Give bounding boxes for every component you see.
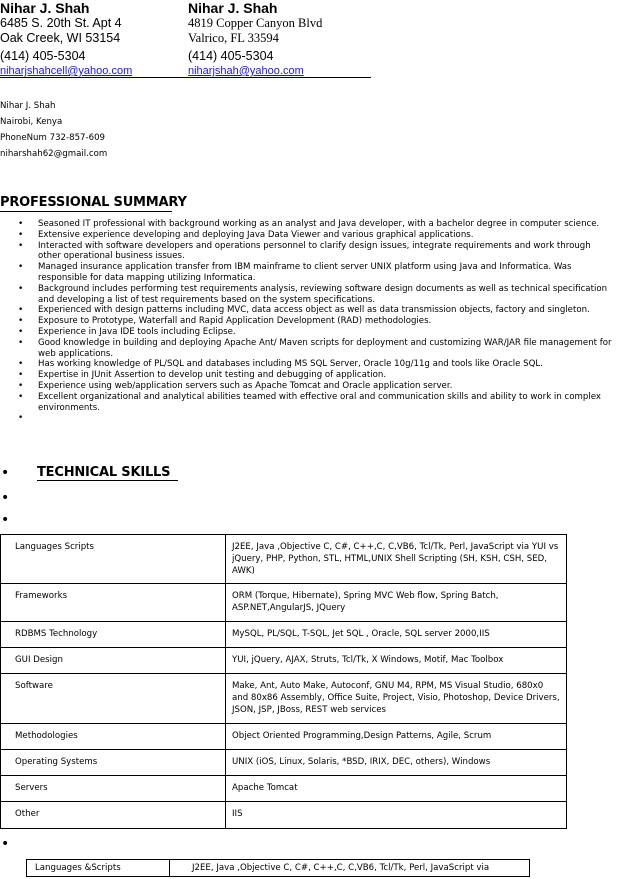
technical-heading-underline	[37, 480, 178, 481]
header-right	[188, 1, 388, 79]
contact-email: niharshah62@gmail.com	[0, 149, 108, 159]
summary-item: • Excellent organizational and analytical abilities teamed with effective oral and communication skills and ability to work in complex environments.	[18, 392, 616, 414]
table-row	[1, 648, 567, 674]
summary-item: • Extensive experience developing and deploying Java Data Viewer and various graphical applications.	[18, 230, 616, 241]
summary-item: • Experience using web/application servers such as Apache Tomcat and Oracle application server.	[18, 381, 616, 392]
skills-table-2	[26, 859, 530, 877]
header-rule	[0, 77, 371, 78]
summary-item: • Has working knowledge of PL/SQL and databases including MS SQL Server, Oracle 10g/11g and tools like Oracle SQL.	[18, 359, 616, 370]
table-row	[1, 674, 567, 724]
skill-category: Methodologies	[1, 724, 226, 750]
table-row	[1, 776, 567, 802]
skill-value: J2EE, Java ,Objective C, C#, C++,C, C,VB6, Tcl/Tk, Perl, JavaScript via	[170, 860, 530, 877]
skill-category: Software	[1, 674, 226, 724]
skill-category: Languages Scripts	[1, 535, 226, 584]
skill-category: Languages &Scripts	[27, 860, 170, 877]
bullet: •	[1, 836, 10, 852]
summary-item: • Experienced with design patterns including MVC, data access object as well as data transmission objects, factory and singleton.	[18, 305, 616, 316]
table-row	[1, 750, 567, 776]
skill-category: Other	[1, 802, 226, 829]
header-right-email[interactable]: niharjshah@yahoo.com	[188, 65, 304, 77]
table-row	[1, 724, 567, 750]
summary-item: • Background includes performing test requirements analysis, reviewing software design documents as well as technical specification and developing a list of test requirements based on the system specifications.	[18, 284, 616, 306]
summary-item: • Expertise in JUnit Assertion to develop unit testing and debugging of application.	[18, 370, 616, 381]
summary-heading-underline	[0, 211, 172, 212]
contact-block	[0, 98, 300, 162]
contact-location: Nairobi, Kenya	[0, 117, 63, 127]
summary-item: • Managed insurance application transfer from IBM mainframe to client server UNIX platform using Java and Informatica. Was responsible for data mapping utilizing Informatica.	[18, 262, 616, 284]
table-row	[27, 860, 530, 877]
summary-item	[18, 413, 616, 424]
skill-value: IIS	[226, 802, 567, 829]
skill-value: YUI, jQuery, AJAX, Struts, Tcl/Tk, X Windows, Motif, Mac Toolbox	[226, 648, 567, 674]
summary-heading: PROFESSIONAL SUMMARY	[0, 195, 187, 210]
bullet: •	[1, 512, 10, 528]
table-row	[1, 802, 567, 829]
skill-value: MySQL, PL/SQL, T-SQL, Jet SQL , Oracle, SQL server 2000,IIS	[226, 622, 567, 648]
skill-value: J2EE, Java ,Objective C, C#, C++,C, C,VB6, Tcl/Tk, Perl, JavaScript via YUI vs jQuery, PHP, Python, STL, HTML,UNIX Shell Scripting (SH, KSH, CSH, SED, AWK)	[226, 535, 567, 584]
summary-item: • Interacted with software developers and operations personnel to clarify design issues, integrate requirements and work through other operational business issues.	[18, 241, 616, 263]
skill-value: Object Oriented Programming,Design Patterns, Agile, Scrum	[226, 724, 567, 750]
summary-item: • Experience in Java IDE tools including Eclipse.	[18, 327, 616, 338]
skill-category: RDBMS Technology	[1, 622, 226, 648]
bullet: •	[1, 465, 10, 481]
skill-category: Servers	[1, 776, 226, 802]
header-right-name: Nihar J. Shah	[188, 0, 278, 16]
skill-category: Operating Systems	[1, 750, 226, 776]
bullet: •	[1, 490, 10, 506]
skills-table	[0, 534, 567, 829]
contact-name: Nihar J. Shah	[0, 101, 56, 111]
skill-value: Apache Tomcat	[226, 776, 567, 802]
skill-value: Make, Ant, Auto Make, Autoconf, GNU M4, RPM, MS Visual Studio, 680x0 and 80x86 Assembly, Office Suite, Project, Visio, Photoshop, Device Drivers, JSON, JSP, JBoss, REST web services	[226, 674, 567, 724]
header-right-phone: (414) 405-5304	[188, 49, 274, 63]
contact-phone: PhoneNum 732-857-609	[0, 133, 106, 143]
table-row	[1, 584, 567, 622]
skill-value: ORM (Torque, Hibernate), Spring MVC Web flow, Spring Batch, ASP.NET,AngularJS, JQuery	[226, 584, 567, 622]
summary-item: • Exposure to Prototype, Waterfall and Rapid Application Development (RAD) methodologies.	[18, 316, 616, 327]
header-left-address1: 6485 S. 20th St. Apt 4	[0, 16, 122, 30]
header-left-name: Nihar J. Shah	[0, 0, 90, 16]
header-left-email[interactable]: niharjshahcell@yahoo.com	[0, 65, 133, 77]
header-right-address1: 4819 Copper Canyon Blvd	[188, 16, 323, 30]
header-right-address2: Valrico, FL 33594	[188, 31, 279, 45]
summary-item: • Good knowledge in building and deploying Apache Ant/ Maven scripts for deployment and customizing WAR/JAR file management for web applications.	[18, 338, 616, 360]
skill-category: GUI Design	[1, 648, 226, 674]
skill-category: Frameworks	[1, 584, 226, 622]
header-left-address2: Oak Creek, WI 53154	[0, 31, 121, 45]
summary-item: • Seasoned IT professional with background working as an analyst and Java developer, with a bachelor degree in computer science.	[18, 219, 616, 230]
header-left	[0, 1, 180, 79]
table-row	[1, 622, 567, 648]
summary-list	[18, 219, 616, 424]
skill-value: UNIX (iOS, Linux, Solaris, *BSD, IRIX, DEC, others), Windows	[226, 750, 567, 776]
table-row	[1, 535, 567, 584]
header-left-phone: (414) 405-5304	[0, 49, 86, 63]
technical-heading: TECHNICAL SKILLS	[37, 465, 171, 480]
